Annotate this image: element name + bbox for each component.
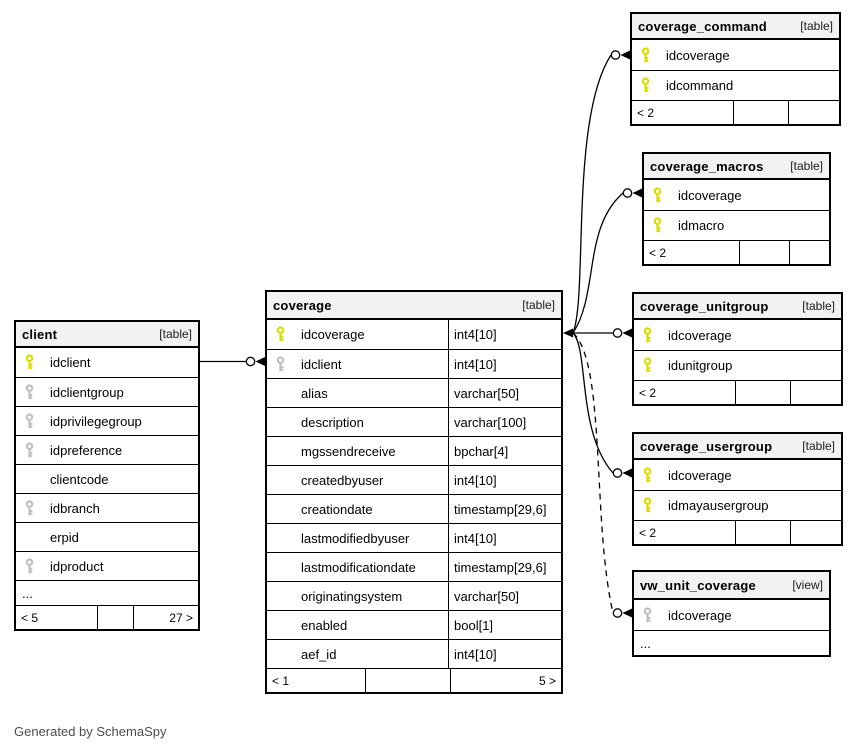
column-row <box>16 551 198 580</box>
column-row <box>632 70 839 100</box>
entity-footer <box>644 240 829 264</box>
entity-title[interactable]: coverage_command <box>638 18 767 34</box>
column-name: idcoverage <box>301 327 365 342</box>
entity-header <box>644 154 829 180</box>
relation-coverage-command-arrow <box>621 51 631 60</box>
column-name: idunitgroup <box>668 358 733 373</box>
primary-key-icon <box>640 77 666 94</box>
entity-client <box>14 320 200 631</box>
column-name-cell <box>267 611 448 639</box>
column-type: int4[10] <box>448 350 561 378</box>
entity-kind-badge: [table] <box>790 159 823 173</box>
column-name-cell <box>267 379 448 407</box>
column-type: timestamp[29,6] <box>448 495 561 523</box>
column-row <box>16 522 198 551</box>
entity-footer <box>634 380 841 404</box>
entity-kind-badge: [table] <box>802 299 835 313</box>
footer-spacer-cell <box>733 101 788 124</box>
foreign-key-icon <box>24 384 50 401</box>
column-row <box>267 552 561 581</box>
entity-footer <box>16 605 198 629</box>
column-row <box>16 580 198 605</box>
column-type: int4[10] <box>448 640 561 668</box>
entity-footer <box>632 100 839 124</box>
relation-coverage-fan-arrow <box>563 329 573 338</box>
column-name: idcoverage <box>668 607 732 623</box>
column-row <box>16 464 198 493</box>
foreign-key-icon <box>275 356 301 373</box>
column-row <box>644 180 829 210</box>
footer-spacer-cell <box>365 669 450 692</box>
entity-title[interactable]: vw_unit_coverage <box>640 577 756 593</box>
column-type: int4[10] <box>448 524 561 552</box>
column-name: alias <box>301 385 328 401</box>
column-row <box>634 490 841 520</box>
relation-coverage-usergroup-circle <box>613 469 621 477</box>
relation-coverage-usergroup-arrow <box>623 469 633 478</box>
column-name: idclient <box>301 356 342 372</box>
column-row <box>267 639 561 668</box>
relation-client-coverage-circle <box>246 357 254 365</box>
column-name-cell <box>16 436 198 464</box>
column-type: timestamp[29,6] <box>448 553 561 581</box>
foreign-key-icon <box>642 607 668 624</box>
column-row <box>634 320 841 350</box>
relation-coverage-usergroup-line <box>573 333 613 473</box>
primary-key-icon <box>640 47 666 64</box>
column-name: idcommand <box>666 78 734 93</box>
column-name: idcoverage <box>678 187 742 203</box>
column-name: createdbyuser <box>301 472 384 488</box>
column-row <box>16 406 198 435</box>
footer-spacer-cell <box>97 606 133 629</box>
entity-coverage-macros <box>642 152 831 266</box>
column-row <box>267 494 561 523</box>
entity-kind-badge: [table] <box>802 439 835 453</box>
foreign-key-icon <box>24 442 50 459</box>
column-row <box>267 407 561 436</box>
entity-coverage <box>265 290 563 694</box>
relation-coverage-vwunitcoverage-line <box>573 333 613 613</box>
entity-coverage-usergroup <box>632 432 843 546</box>
relation-coverage-command-circle <box>611 51 619 59</box>
entity-title[interactable]: coverage <box>273 297 332 313</box>
column-name: idclient <box>50 355 91 370</box>
footer-parent-count: < 1 <box>272 673 290 688</box>
primary-key-icon <box>642 357 668 374</box>
relation-coverage-macros-circle <box>623 189 631 197</box>
column-row <box>267 320 561 349</box>
entity-title[interactable]: client <box>22 326 58 342</box>
column-row <box>634 350 841 380</box>
entity-header <box>16 322 198 348</box>
more-columns-ellipsis: ... <box>22 585 33 601</box>
column-name-cell <box>634 600 829 630</box>
column-name-cell <box>644 180 829 210</box>
primary-key-icon <box>642 467 668 484</box>
footer-spacer-cell <box>735 381 790 404</box>
column-name-cell <box>16 378 198 406</box>
column-name: originatingsystem <box>301 588 403 604</box>
column-name-cell <box>634 460 841 490</box>
entity-title[interactable]: coverage_macros <box>650 158 764 174</box>
entity-header <box>634 294 841 320</box>
column-row <box>267 465 561 494</box>
column-row <box>16 493 198 522</box>
entity-kind-badge: [table] <box>800 19 833 33</box>
footer-parent-count: < 5 <box>21 610 39 625</box>
column-name: mgssendreceive <box>301 443 396 459</box>
entity-title[interactable]: coverage_usergroup <box>640 438 773 454</box>
primary-key-icon <box>652 187 678 204</box>
column-name: erpid <box>50 529 79 545</box>
relation-coverage-vwunitcoverage-arrow <box>623 609 633 618</box>
column-type: int4[10] <box>448 320 561 349</box>
column-name-cell <box>16 552 198 580</box>
generator-credit: Generated by SchemaSpy <box>14 724 167 739</box>
column-type: varchar[50] <box>448 379 561 407</box>
column-type: varchar[100] <box>448 408 561 436</box>
column-name-cell <box>16 465 198 493</box>
entity-vw-unit-coverage <box>632 570 831 657</box>
column-name-cell <box>634 320 841 350</box>
footer-child-count: 27 > <box>133 606 198 629</box>
footer-child-count: 5 > <box>450 669 561 692</box>
entity-coverage-unitgroup <box>632 292 843 406</box>
footer-parent-count: < 2 <box>637 105 655 120</box>
column-name: description <box>301 414 364 430</box>
column-name-cell <box>267 466 448 494</box>
column-name-cell <box>267 640 448 668</box>
column-row <box>634 630 829 655</box>
footer-parent-count: < 2 <box>639 385 657 400</box>
column-row <box>16 348 198 377</box>
column-type: int4[10] <box>448 466 561 494</box>
column-name: idcoverage <box>668 327 732 343</box>
foreign-key-icon <box>24 500 50 517</box>
column-name: idmacro <box>678 218 725 233</box>
footer-spacer-cell <box>735 521 790 544</box>
foreign-key-icon <box>24 413 50 430</box>
entity-kind-badge: [table] <box>522 298 555 312</box>
foreign-key-icon <box>24 558 50 575</box>
column-name: idpreference <box>50 442 123 458</box>
column-name-cell <box>267 320 448 349</box>
footer-spacer-cell <box>739 241 789 264</box>
entity-header <box>634 434 841 460</box>
column-name: clientcode <box>50 471 109 487</box>
column-name-cell <box>267 350 448 378</box>
entity-coverage-command <box>630 12 841 126</box>
column-name-cell <box>16 523 198 551</box>
column-name: aef_id <box>301 646 337 662</box>
column-name-cell <box>634 491 841 520</box>
primary-key-icon <box>642 497 668 514</box>
column-name-cell <box>267 553 448 581</box>
column-row <box>16 435 198 464</box>
column-name: lastmodifiedbyuser <box>301 530 410 546</box>
relation-coverage-vwunitcoverage-circle <box>613 609 621 617</box>
column-name-cell <box>634 351 841 380</box>
column-row <box>634 460 841 490</box>
column-name-cell <box>16 494 198 522</box>
primary-key-icon <box>275 326 301 343</box>
column-row <box>267 523 561 552</box>
footer-child-count <box>789 241 829 264</box>
entity-header <box>634 572 829 600</box>
column-name-cell <box>16 348 198 377</box>
column-row <box>16 377 198 406</box>
column-name-cell <box>267 524 448 552</box>
column-name: idcoverage <box>668 467 732 483</box>
column-name-cell <box>267 582 448 610</box>
column-name: idclientgroup <box>50 384 124 400</box>
footer-child-count <box>790 381 841 404</box>
column-name: creationdate <box>301 501 373 517</box>
footer-parent-count: < 2 <box>639 525 657 540</box>
relation-client-coverage-arrow <box>256 357 266 366</box>
column-name-cell <box>16 407 198 435</box>
column-row <box>267 610 561 639</box>
column-type: bpchar[4] <box>448 437 561 465</box>
column-name: enabled <box>301 617 348 633</box>
entity-footer <box>634 520 841 544</box>
column-name: idmayausergroup <box>668 498 769 513</box>
column-name: lastmodificationdate <box>301 559 416 575</box>
primary-key-icon <box>642 327 668 344</box>
column-row <box>267 581 561 610</box>
column-name: idbranch <box>50 500 100 516</box>
column-row <box>644 210 829 240</box>
column-name: idcoverage <box>666 47 730 63</box>
footer-parent-count: < 2 <box>649 245 667 260</box>
relation-coverage-command-line <box>573 55 611 333</box>
column-type: bool[1] <box>448 611 561 639</box>
relation-coverage-macros-arrow <box>633 189 643 198</box>
column-row <box>632 40 839 70</box>
primary-key-icon <box>24 354 50 371</box>
column-row <box>267 349 561 378</box>
column-name-cell <box>267 437 448 465</box>
footer-child-count <box>788 101 839 124</box>
column-name-cell <box>632 71 839 100</box>
column-name-cell <box>16 581 198 605</box>
column-row <box>267 436 561 465</box>
column-name-cell <box>644 211 829 240</box>
entity-kind-badge: [view] <box>792 578 823 592</box>
column-name: idproduct <box>50 558 104 574</box>
footer-child-count <box>790 521 841 544</box>
column-name-cell <box>634 631 829 655</box>
entity-title[interactable]: coverage_unitgroup <box>640 298 769 314</box>
column-name: idprivilegegroup <box>50 413 142 429</box>
more-columns-ellipsis: ... <box>640 635 651 651</box>
column-row <box>267 378 561 407</box>
entity-footer <box>267 668 561 692</box>
relation-coverage-unitgroup-arrow <box>623 329 633 338</box>
column-row <box>634 600 829 630</box>
entity-header <box>632 14 839 40</box>
entity-kind-badge: [table] <box>159 327 192 341</box>
column-name-cell <box>632 40 839 70</box>
primary-key-icon <box>652 217 678 234</box>
column-type: varchar[50] <box>448 582 561 610</box>
relation-coverage-unitgroup-circle <box>613 329 621 337</box>
column-name-cell <box>267 495 448 523</box>
entity-header <box>267 292 561 320</box>
column-name-cell <box>267 408 448 436</box>
